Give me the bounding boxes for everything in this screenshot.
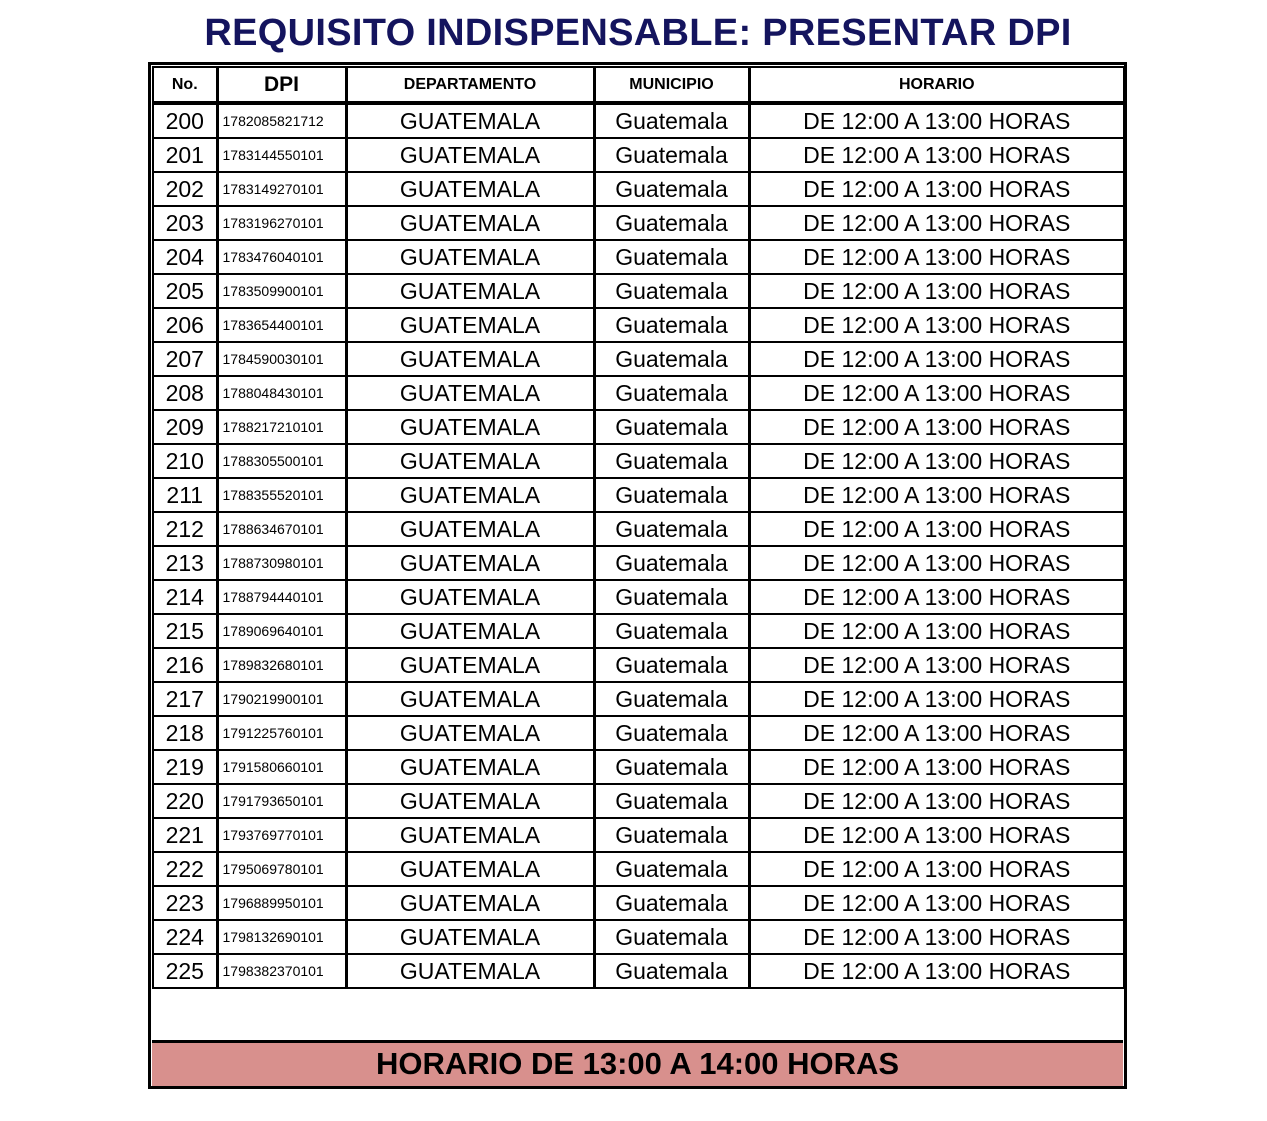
cell-municipio: Guatemala xyxy=(594,138,749,172)
cell-dpi: 1798382370101 xyxy=(217,954,346,988)
cell-horario: DE 12:00 A 13:00 HORAS xyxy=(749,682,1124,716)
cell-municipio: Guatemala xyxy=(594,852,749,886)
cell-no: 204 xyxy=(153,240,217,274)
cell-departamento: GUATEMALA xyxy=(346,852,594,886)
cell-horario: DE 12:00 A 13:00 HORAS xyxy=(749,784,1124,818)
cell-departamento: GUATEMALA xyxy=(346,750,594,784)
cell-no: 221 xyxy=(153,818,217,852)
cell-horario: DE 12:00 A 13:00 HORAS xyxy=(749,103,1124,138)
cell-municipio: Guatemala xyxy=(594,818,749,852)
cell-dpi: 1788634670101 xyxy=(217,512,346,546)
cell-dpi: 1783196270101 xyxy=(217,206,346,240)
cell-departamento: GUATEMALA xyxy=(346,172,594,206)
footer-banner: HORARIO DE 13:00 A 14:00 HORAS xyxy=(152,1040,1123,1086)
cell-municipio: Guatemala xyxy=(594,580,749,614)
cell-municipio: Guatemala xyxy=(594,886,749,920)
cell-dpi: 1782085821712 xyxy=(217,103,346,138)
cell-municipio: Guatemala xyxy=(594,920,749,954)
cell-no: 210 xyxy=(153,444,217,478)
cell-departamento: GUATEMALA xyxy=(346,274,594,308)
cell-departamento: GUATEMALA xyxy=(346,103,594,138)
cell-horario: DE 12:00 A 13:00 HORAS xyxy=(749,274,1124,308)
table-row xyxy=(153,274,1124,308)
cell-horario: DE 12:00 A 13:00 HORAS xyxy=(749,172,1124,206)
cell-municipio: Guatemala xyxy=(594,716,749,750)
cell-no: 213 xyxy=(153,546,217,580)
table-row xyxy=(153,852,1124,886)
cell-no: 211 xyxy=(153,478,217,512)
cell-municipio: Guatemala xyxy=(594,954,749,988)
cell-municipio: Guatemala xyxy=(594,750,749,784)
cell-horario: DE 12:00 A 13:00 HORAS xyxy=(749,206,1124,240)
cell-municipio: Guatemala xyxy=(594,410,749,444)
table-row xyxy=(153,240,1124,274)
cell-departamento: GUATEMALA xyxy=(346,410,594,444)
cell-dpi: 1788305500101 xyxy=(217,444,346,478)
cell-dpi: 1791793650101 xyxy=(217,784,346,818)
cell-dpi: 1783509900101 xyxy=(217,274,346,308)
cell-no: 222 xyxy=(153,852,217,886)
table-row xyxy=(153,580,1124,614)
cell-no: 220 xyxy=(153,784,217,818)
cell-no: 205 xyxy=(153,274,217,308)
cell-municipio: Guatemala xyxy=(594,648,749,682)
cell-departamento: GUATEMALA xyxy=(346,886,594,920)
cell-dpi: 1783476040101 xyxy=(217,240,346,274)
cell-departamento: GUATEMALA xyxy=(346,954,594,988)
cell-no: 219 xyxy=(153,750,217,784)
cell-dpi: 1791225760101 xyxy=(217,716,346,750)
header-row xyxy=(153,67,1124,103)
cell-dpi: 1783149270101 xyxy=(217,172,346,206)
table-row xyxy=(153,682,1124,716)
table-row xyxy=(153,784,1124,818)
table-row xyxy=(153,172,1124,206)
table-body xyxy=(153,103,1124,988)
cell-no: 223 xyxy=(153,886,217,920)
cell-municipio: Guatemala xyxy=(594,376,749,410)
cell-no: 202 xyxy=(153,172,217,206)
cell-horario: DE 12:00 A 13:00 HORAS xyxy=(749,546,1124,580)
cell-no: 207 xyxy=(153,342,217,376)
table-row xyxy=(153,750,1124,784)
cell-departamento: GUATEMALA xyxy=(346,614,594,648)
cell-horario: DE 12:00 A 13:00 HORAS xyxy=(749,376,1124,410)
cell-municipio: Guatemala xyxy=(594,478,749,512)
cell-horario: DE 12:00 A 13:00 HORAS xyxy=(749,852,1124,886)
cell-no: 200 xyxy=(153,103,217,138)
cell-horario: DE 12:00 A 13:00 HORAS xyxy=(749,614,1124,648)
cell-no: 215 xyxy=(153,614,217,648)
table-row xyxy=(153,410,1124,444)
table-row xyxy=(153,512,1124,546)
table-row xyxy=(153,103,1124,138)
cell-municipio: Guatemala xyxy=(594,444,749,478)
cell-municipio: Guatemala xyxy=(594,172,749,206)
cell-municipio: Guatemala xyxy=(594,546,749,580)
cell-no: 214 xyxy=(153,580,217,614)
cell-municipio: Guatemala xyxy=(594,784,749,818)
cell-dpi: 1793769770101 xyxy=(217,818,346,852)
cell-dpi: 1796889950101 xyxy=(217,886,346,920)
cell-municipio: Guatemala xyxy=(594,274,749,308)
cell-dpi: 1788794440101 xyxy=(217,580,346,614)
cell-departamento: GUATEMALA xyxy=(346,648,594,682)
cell-horario: DE 12:00 A 13:00 HORAS xyxy=(749,886,1124,920)
cell-no: 208 xyxy=(153,376,217,410)
cell-dpi: 1783654400101 xyxy=(217,308,346,342)
cell-no: 224 xyxy=(153,920,217,954)
table-row xyxy=(153,444,1124,478)
cell-departamento: GUATEMALA xyxy=(346,342,594,376)
cell-dpi: 1789069640101 xyxy=(217,614,346,648)
header-municipio: MUNICIPIO xyxy=(594,67,749,103)
cell-dpi: 1783144550101 xyxy=(217,138,346,172)
cell-horario: DE 12:00 A 13:00 HORAS xyxy=(749,954,1124,988)
cell-departamento: GUATEMALA xyxy=(346,784,594,818)
cell-departamento: GUATEMALA xyxy=(346,376,594,410)
cell-dpi: 1784590030101 xyxy=(217,342,346,376)
header-departamento: DEPARTAMENTO xyxy=(346,67,594,103)
schedule-table xyxy=(152,66,1125,989)
cell-no: 217 xyxy=(153,682,217,716)
cell-horario: DE 12:00 A 13:00 HORAS xyxy=(749,444,1124,478)
table-row xyxy=(153,818,1124,852)
cell-departamento: GUATEMALA xyxy=(346,818,594,852)
cell-horario: DE 12:00 A 13:00 HORAS xyxy=(749,138,1124,172)
cell-dpi: 1788048430101 xyxy=(217,376,346,410)
table-row xyxy=(153,138,1124,172)
table-row xyxy=(153,478,1124,512)
cell-departamento: GUATEMALA xyxy=(346,138,594,172)
cell-municipio: Guatemala xyxy=(594,103,749,138)
table-row xyxy=(153,614,1124,648)
table-row xyxy=(153,954,1124,988)
cell-departamento: GUATEMALA xyxy=(346,240,594,274)
cell-departamento: GUATEMALA xyxy=(346,716,594,750)
cell-no: 218 xyxy=(153,716,217,750)
cell-no: 212 xyxy=(153,512,217,546)
table-row xyxy=(153,308,1124,342)
cell-horario: DE 12:00 A 13:00 HORAS xyxy=(749,512,1124,546)
cell-horario: DE 12:00 A 13:00 HORAS xyxy=(749,750,1124,784)
cell-departamento: GUATEMALA xyxy=(346,546,594,580)
cell-dpi: 1791580660101 xyxy=(217,750,346,784)
table-row xyxy=(153,648,1124,682)
cell-horario: DE 12:00 A 13:00 HORAS xyxy=(749,716,1124,750)
cell-horario: DE 12:00 A 13:00 HORAS xyxy=(749,240,1124,274)
table-row xyxy=(153,886,1124,920)
cell-horario: DE 12:00 A 13:00 HORAS xyxy=(749,410,1124,444)
cell-no: 206 xyxy=(153,308,217,342)
cell-horario: DE 12:00 A 13:00 HORAS xyxy=(749,308,1124,342)
cell-municipio: Guatemala xyxy=(594,614,749,648)
cell-departamento: GUATEMALA xyxy=(346,444,594,478)
table-row xyxy=(153,546,1124,580)
cell-dpi: 1789832680101 xyxy=(217,648,346,682)
cell-departamento: GUATEMALA xyxy=(346,206,594,240)
cell-departamento: GUATEMALA xyxy=(346,920,594,954)
cell-dpi: 1798132690101 xyxy=(217,920,346,954)
cell-dpi: 1788355520101 xyxy=(217,478,346,512)
cell-municipio: Guatemala xyxy=(594,682,749,716)
table-row xyxy=(153,716,1124,750)
header-horario: HORARIO xyxy=(749,67,1124,103)
table-row xyxy=(153,206,1124,240)
cell-horario: DE 12:00 A 13:00 HORAS xyxy=(749,818,1124,852)
cell-dpi: 1788730980101 xyxy=(217,546,346,580)
cell-dpi: 1790219900101 xyxy=(217,682,346,716)
page-title: REQUISITO INDISPENSABLE: PRESENTAR DPI xyxy=(204,12,1072,54)
cell-municipio: Guatemala xyxy=(594,512,749,546)
cell-horario: DE 12:00 A 13:00 HORAS xyxy=(749,580,1124,614)
cell-departamento: GUATEMALA xyxy=(346,512,594,546)
cell-municipio: Guatemala xyxy=(594,206,749,240)
cell-departamento: GUATEMALA xyxy=(346,308,594,342)
cell-no: 225 xyxy=(153,954,217,988)
cell-no: 216 xyxy=(153,648,217,682)
cell-horario: DE 12:00 A 13:00 HORAS xyxy=(749,648,1124,682)
header-dpi: DPI xyxy=(217,67,346,103)
cell-horario: DE 12:00 A 13:00 HORAS xyxy=(749,478,1124,512)
table-row xyxy=(153,376,1124,410)
cell-municipio: Guatemala xyxy=(594,308,749,342)
cell-departamento: GUATEMALA xyxy=(346,478,594,512)
cell-departamento: GUATEMALA xyxy=(346,682,594,716)
cell-horario: DE 12:00 A 13:00 HORAS xyxy=(749,920,1124,954)
cell-no: 209 xyxy=(153,410,217,444)
cell-dpi: 1795069780101 xyxy=(217,852,346,886)
cell-horario: DE 12:00 A 13:00 HORAS xyxy=(749,342,1124,376)
cell-municipio: Guatemala xyxy=(594,342,749,376)
cell-no: 201 xyxy=(153,138,217,172)
cell-municipio: Guatemala xyxy=(594,240,749,274)
table-row xyxy=(153,342,1124,376)
cell-departamento: GUATEMALA xyxy=(346,580,594,614)
cell-no: 203 xyxy=(153,206,217,240)
table-row xyxy=(153,920,1124,954)
cell-dpi: 1788217210101 xyxy=(217,410,346,444)
header-no: No. xyxy=(153,67,217,103)
